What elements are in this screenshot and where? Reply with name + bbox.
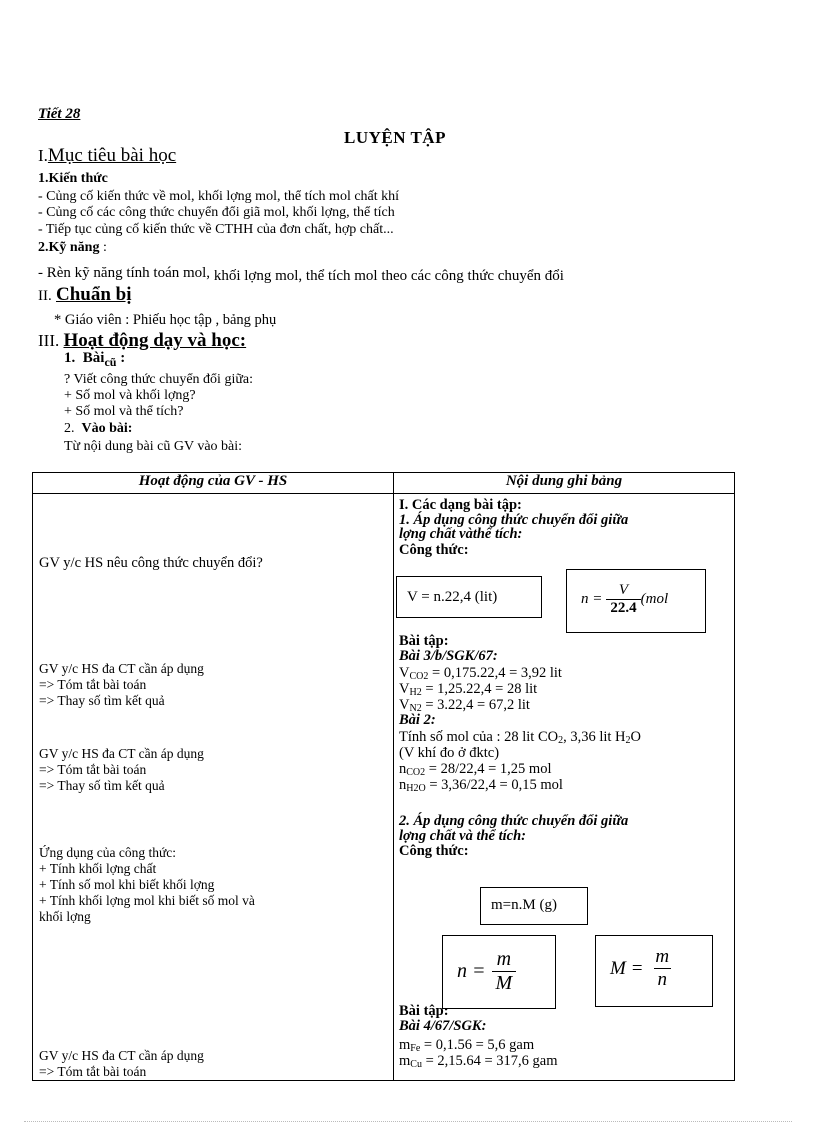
exercise-types-heading: I. Các dạng bài tập: <box>399 497 522 513</box>
exercise-line: $n_{H2O} = 3,36/22,4 = 0,15$ mol <box>399 777 563 794</box>
mass-formula-box <box>480 887 588 925</box>
exercise-line: $m_{Fe} = 0,1.56 = 5,6$ gam <box>399 1037 535 1054</box>
skill-title: 2.Kỹ năng : <box>38 240 107 255</box>
exercise-line: $m_{Cu} = 2,15.64 = 317,6$ gam <box>399 1053 558 1070</box>
exercise-1-title: Bài 3/b/SGK/67: <box>399 648 498 664</box>
exercise-label: Bài tập: <box>399 1003 449 1019</box>
old-lesson-item: + Số mol và thể tích? <box>64 404 184 419</box>
preparation-item: * Giáo viên : Phiếu học tập , bảng phụ <box>54 312 277 328</box>
lesson-label: Tiết 28 <box>38 106 81 122</box>
exercise-line: $V_{H2} = 1,25.22,4 = 28$ lit <box>399 681 538 698</box>
activity-line: GV y/c HS nêu công thức chuyển đổi? <box>39 555 263 571</box>
old-lesson-item: ? Viết công thức chuyển đổi giữa: <box>64 372 254 387</box>
activity-line: GV y/c HS đa CT cần áp dụng <box>39 746 204 761</box>
mole-from-volume-box <box>566 569 706 633</box>
mole-from-mass-formula: n = $\frac{m}{M}$ <box>457 948 516 995</box>
activity-line: GV y/c HS đa CT cần áp dụng <box>39 661 204 676</box>
activity-line: + Tính số mol khi biết khối lợng <box>39 877 215 892</box>
page-title: LUYỆN TẬP <box>344 128 446 147</box>
section-2-heading: II. Chuẩn bị <box>38 284 132 305</box>
volume-formula-box <box>396 576 542 618</box>
exercise-2-title: Bài 2: <box>399 712 436 728</box>
activity-line: => Thay số tìm kết quả <box>39 693 165 708</box>
application-2-heading: lợng chất và thể tích: <box>399 828 527 844</box>
exercise-line: $V_{N2} = 3.22,4 = 67,2$ lit <box>399 697 530 714</box>
old-lesson-item: + Số mol và khối lợng? <box>64 388 196 403</box>
formula-label: Công thức: <box>399 843 469 859</box>
new-lesson-text: Từ nội dung bài cũ GV vào bài: <box>64 439 243 454</box>
exercise-2-note: (V khí đo ở đktc) <box>399 745 500 761</box>
formula-label: Công thức: <box>399 542 469 558</box>
board-content-cell <box>394 494 735 1081</box>
mole-from-volume-formula: n = $\frac{V}{22.4}$ (mol <box>581 582 669 616</box>
molar-mass-box <box>595 935 713 1007</box>
knowledge-item: - Củng cố các công thức chuyển đổi giã mol, khối lợng, thể tích <box>38 205 395 220</box>
activity-line: => Tóm tắt bài toán <box>39 1064 147 1079</box>
application-1-heading: 1. Áp dụng công thức chuyển đổi giữa <box>399 512 629 528</box>
new-lesson-title: 2. Vào bài: <box>64 421 133 436</box>
column-header-left: Hoạt động của GV - HS <box>33 473 394 494</box>
application-1-heading: lợng chất vàthể tích: <box>399 526 523 542</box>
volume-formula: V = n.22,4 (lit) <box>407 589 498 605</box>
knowledge-item: - Củng cố kiến thức về mol, khối lợng mol, thể tích mol chất khí <box>38 189 400 204</box>
activity-line: + Tính khối lợng chất <box>39 861 157 876</box>
exercise-line: $V_{CO2} = 0,175.22,4 = 3,92$ lit <box>399 665 562 682</box>
activity-line: => Tóm tắt bài toán <box>39 762 147 777</box>
activity-line: => Thay số tìm kết quả <box>39 778 165 793</box>
section-3-heading: III. Hoạt động dạy và học: <box>38 330 247 351</box>
column-header-right: Nội dung ghi bảng <box>394 473 735 494</box>
exercise-2-text: Tính số mol của : 28 lit $CO_2$, 3,36 lit $H_2O$ <box>399 729 642 746</box>
activity-line: + Tính khối lợng mol khi biết số mol và <box>39 893 255 908</box>
activity-line: khối lợng <box>39 909 91 924</box>
exercise-line: $n_{CO2} = 28/22,4 = 1,25$ mol <box>399 761 552 778</box>
activity-line: => Tóm tắt bài toán <box>39 677 147 692</box>
section-1-heading: I.Mục tiêu bài học <box>38 145 177 166</box>
knowledge-title: 1.Kiến thức <box>38 171 108 186</box>
mole-from-mass-box <box>442 935 556 1009</box>
activity-line: Ứng dụng của công thức: <box>39 845 177 860</box>
old-lesson-title: 1. Bài$_{cũ}$ : <box>64 350 126 369</box>
page-bottom-divider <box>24 1121 792 1122</box>
lesson-table <box>32 472 735 1081</box>
application-2-heading: 2. Áp dụng công thức chuyển đổi giữa <box>399 813 629 829</box>
exercise-label: Bài tập: <box>399 633 449 649</box>
teacher-activity-cell <box>33 494 394 1081</box>
skill-item: - Rèn kỹ năng tính toán mol, khối lợng mol, thể tích mol theo các công thức chuyển đổi <box>38 265 564 284</box>
activity-line: GV y/c HS đa CT cần áp dụng <box>39 1048 204 1063</box>
molar-mass-formula: M = $\frac{m}{n}$ <box>610 946 670 990</box>
mass-formula: m=n.M (g) <box>491 897 557 913</box>
exercise-3-title: Bài 4/67/SGK: <box>399 1018 487 1034</box>
knowledge-item: - Tiếp tục củng cố kiến thức về CTHH của đơn chất, hợp chất... <box>38 222 394 237</box>
